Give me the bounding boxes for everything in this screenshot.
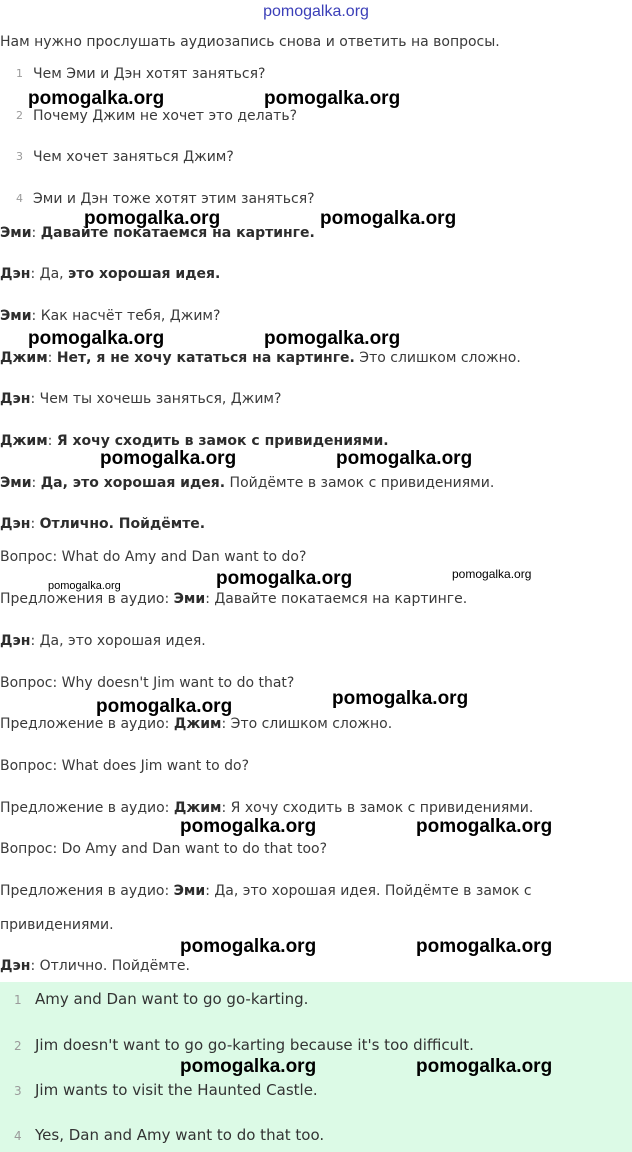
evidence-prefix: Предложение в аудио: (0, 716, 174, 732)
line-bold: Нет, я не хочу кататься на картинге. (56, 350, 355, 366)
evidence-prefix: Предложения в аудио: (0, 883, 174, 899)
speaker: Дэн (0, 958, 31, 974)
dialogue-line (0, 515, 205, 533)
answer-number: 3 (14, 1084, 22, 1098)
dialogue-line (0, 349, 521, 367)
line-plain: Да, (39, 266, 69, 282)
analysis-evidence (0, 882, 532, 900)
watermark: pomogalka.org (180, 1056, 317, 1077)
evidence-prefix: Предложение в аудио: (0, 800, 174, 816)
evidence-text: : Да, это хорошая идея. Пойдёмте в замок с (205, 883, 532, 899)
speaker: Дэн (0, 516, 31, 532)
separator: : (47, 433, 57, 449)
evidence-text: : Отлично. Пойдёмте. (30, 958, 190, 974)
watermark: pomogalka.org (452, 567, 532, 581)
line-rest: Это слишком сложно. (354, 350, 521, 366)
watermark: pomogalka.org (28, 88, 165, 109)
line-bold: Отлично. Пойдёмте. (39, 516, 206, 532)
watermark: pomogalka.org (416, 816, 553, 837)
analysis-evidence (0, 632, 206, 650)
dialogue-line (0, 265, 220, 283)
analysis-continuation: привидениями. (0, 917, 114, 933)
speaker: Эми (0, 308, 32, 324)
intro-text: Нам нужно прослушать аудиозапись снова и ответить на вопросы. (0, 34, 500, 50)
watermark: pomogalka.org (332, 688, 469, 709)
answer-text: Amy and Dan want to go go-karting. (35, 990, 309, 1008)
evidence-prefix: Предложения в аудио: (0, 591, 174, 607)
watermark: pomogalka.org (264, 328, 401, 349)
separator: : (31, 225, 41, 241)
evidence-text: : Давайте покатаемся на картинге. (205, 591, 468, 607)
watermark: pomogalka.org (180, 816, 317, 837)
analysis-evidence (0, 957, 190, 975)
watermark: pomogalka.org (100, 448, 237, 469)
evidence-text: : Это слишком сложно. (221, 716, 393, 732)
analysis-question: Вопрос: Do Amy and Dan want to do that too? (0, 841, 328, 857)
line-rest: Пойдёмте в замок с привидениями. (225, 475, 495, 491)
evidence-text: : Я хочу сходить в замок с привидениями. (221, 800, 534, 816)
dialogue-line (0, 307, 220, 325)
line-plain: Как насчёт тебя, Джим? (40, 308, 221, 324)
speaker: Эми (173, 591, 206, 607)
question-text: Чем Эми и Дэн хотят заняться? (33, 66, 266, 82)
answer-text: Jim doesn't want to go go-karting because it's too difficult. (35, 1036, 474, 1054)
line-bold: Да, это хорошая идея. (40, 475, 226, 491)
watermark: pomogalka.org (28, 328, 165, 349)
question-text: Почему Джим не хочет это делать? (33, 108, 298, 124)
speaker: Джим (173, 716, 222, 732)
watermark: pomogalka.org (416, 936, 553, 957)
speaker: Дэн (0, 266, 31, 282)
speaker: Джим (173, 800, 222, 816)
line-bold: Я хочу сходить в замок с привидениями. (56, 433, 389, 449)
line-bold: Давайте покатаемся на картинге. (40, 225, 315, 241)
question-text: Эми и Дэн тоже хотят этим заняться? (33, 191, 315, 207)
question-number: 2 (16, 109, 23, 122)
evidence-text: : Да, это хорошая идея. (30, 633, 206, 649)
speaker: Дэн (0, 633, 31, 649)
separator: : (31, 308, 41, 324)
watermark: pomogalka.org (320, 208, 457, 229)
analysis-evidence (0, 799, 533, 817)
answer-number: 2 (14, 1039, 22, 1053)
watermark: pomogalka.org (264, 88, 401, 109)
dialogue-line (0, 474, 494, 492)
watermark: pomogalka.org (216, 568, 353, 589)
separator: : (30, 266, 40, 282)
speaker: Эми (173, 883, 206, 899)
question-number: 4 (16, 192, 23, 205)
watermark: pomogalka.org (336, 448, 473, 469)
analysis-question: Вопрос: What do Amy and Dan want to do? (0, 549, 307, 565)
line-plain: Чем ты хочешь заняться, Джим? (39, 391, 282, 407)
dialogue-line (0, 390, 281, 408)
answer-text: Yes, Dan and Amy want to do that too. (35, 1126, 325, 1144)
watermark: pomogalka.org (180, 936, 317, 957)
answer-number: 1 (14, 993, 22, 1007)
speaker: Эми (0, 225, 32, 241)
watermark: pomogalka.org (48, 580, 121, 592)
watermark: pomogalka.org (96, 696, 233, 717)
watermark: pomogalka.org (416, 1056, 553, 1077)
speaker: Джим (0, 350, 48, 366)
speaker: Дэн (0, 391, 31, 407)
line-bold: это хорошая идея. (68, 266, 221, 282)
answer-number: 4 (14, 1129, 22, 1143)
separator: : (47, 350, 57, 366)
separator: : (30, 516, 40, 532)
separator: : (30, 391, 40, 407)
watermark: pomogalka.org (84, 208, 221, 229)
answer-text: Jim wants to visit the Haunted Castle. (35, 1081, 318, 1099)
question-text: Чем хочет заняться Джим? (33, 149, 234, 165)
watermark-top: pomogalka.org (263, 3, 369, 20)
question-number: 3 (16, 150, 23, 163)
separator: : (31, 475, 41, 491)
question-number: 1 (16, 67, 23, 80)
analysis-question: Вопрос: Why doesn't Jim want to do that? (0, 675, 295, 691)
speaker: Эми (0, 475, 32, 491)
analysis-question: Вопрос: What does Jim want to do? (0, 758, 250, 774)
speaker: Джим (0, 433, 48, 449)
